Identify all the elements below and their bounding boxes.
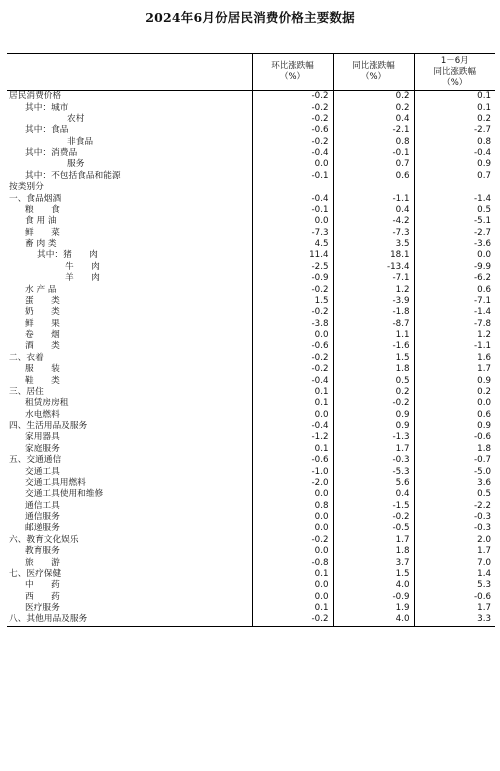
row-yoy-value: -13.4 <box>333 262 414 273</box>
row-yoy-value: 0.4 <box>333 489 414 500</box>
header-ytd-line2: 同比涨跌幅 <box>433 66 476 77</box>
row-mom-value: -0.2 <box>252 307 333 318</box>
row-ytd-value: 0.1 <box>414 102 495 113</box>
row-yoy-value: -1.6 <box>333 341 414 352</box>
row-label: 租赁房房租 <box>25 398 69 409</box>
row-ytd-value: -0.3 <box>414 523 495 534</box>
row-ytd-value: 0.2 <box>414 387 495 398</box>
row-mom-value: -0.4 <box>252 375 333 386</box>
row-yoy-value: 0.5 <box>333 375 414 386</box>
row-ytd-value: -2.2 <box>414 501 495 512</box>
row-yoy-value: -8.7 <box>333 319 414 330</box>
header-yoy-line2: （%） <box>360 72 387 82</box>
row-ytd-value: 1.7 <box>414 603 495 614</box>
row-mom-value: -0.6 <box>252 125 333 136</box>
row-label: 羊 肉 <box>65 273 100 284</box>
row-yoy-value: -2.1 <box>333 125 414 136</box>
row-ytd-value: -2.7 <box>414 125 495 136</box>
row-label: 三、居住 <box>9 386 44 397</box>
table-row <box>7 523 495 534</box>
table-row <box>7 580 495 591</box>
table-row <box>7 182 495 193</box>
row-ytd-value: 0.8 <box>414 137 495 148</box>
row-ytd-value: 1.6 <box>414 353 495 364</box>
table-row <box>7 398 495 409</box>
row-yoy-value: 3.5 <box>333 239 414 250</box>
header-mom-line2: （%） <box>279 72 306 82</box>
row-label: 五、交通通信 <box>9 455 62 466</box>
row-yoy-value: -3.9 <box>333 296 414 307</box>
table-row <box>7 250 495 261</box>
row-label: 家用器具 <box>25 432 60 443</box>
row-label: 其中：猪 肉 <box>37 250 98 261</box>
row-label: 牛 肉 <box>65 261 100 272</box>
row-label: 通信服务 <box>25 512 60 523</box>
table-row <box>7 159 495 170</box>
table-header <box>7 54 495 91</box>
row-mom-value: 0.0 <box>252 580 333 591</box>
row-ytd-value: -7.8 <box>414 319 495 330</box>
table-row <box>7 614 495 626</box>
row-label: 医疗服务 <box>25 603 60 614</box>
row-yoy-value: -7.3 <box>333 228 414 239</box>
row-label: 交通工具 <box>25 466 60 477</box>
row-yoy-value: 0.6 <box>333 171 414 182</box>
row-yoy-value: 4.0 <box>333 614 414 626</box>
row-yoy-value: 1.7 <box>333 535 414 546</box>
row-label: 其中：不包括食品和能源 <box>25 170 121 181</box>
table-row <box>7 455 495 466</box>
table-row <box>7 228 495 239</box>
row-ytd-value <box>414 182 495 193</box>
header-item <box>7 54 252 91</box>
row-label: 旅 游 <box>25 557 60 568</box>
table-row <box>7 546 495 557</box>
row-yoy-value: -7.1 <box>333 273 414 284</box>
header-ytd-line1: 1－6月 <box>440 55 469 66</box>
table-row <box>7 148 495 159</box>
row-ytd-value: 0.9 <box>414 375 495 386</box>
row-yoy-value: -1.5 <box>333 501 414 512</box>
row-mom-value: -0.8 <box>252 557 333 568</box>
row-ytd-value: 0.7 <box>414 171 495 182</box>
row-yoy-value: -5.3 <box>333 466 414 477</box>
row-label: 六、教育文化娱乐 <box>9 534 79 545</box>
table-row <box>7 421 495 432</box>
table-row <box>7 330 495 341</box>
row-yoy-value: 1.8 <box>333 546 414 557</box>
row-mom-value: -2.0 <box>252 478 333 489</box>
table-row <box>7 489 495 500</box>
row-mom-value: -0.2 <box>252 284 333 295</box>
page-title: 2024年6月份居民消费价格主要数据 <box>145 10 355 25</box>
row-ytd-value: 0.9 <box>414 421 495 432</box>
row-label: 鲜 果 <box>25 318 60 329</box>
table-row <box>7 273 495 284</box>
row-mom-value: 0.1 <box>252 444 333 455</box>
row-mom-value: 0.1 <box>252 387 333 398</box>
table-row <box>7 353 495 364</box>
row-mom-value: -0.4 <box>252 421 333 432</box>
row-yoy-value: 3.7 <box>333 557 414 568</box>
row-yoy-value: 0.2 <box>333 91 414 103</box>
row-yoy-value: 0.4 <box>333 114 414 125</box>
row-label: 水电燃料 <box>25 409 60 420</box>
row-yoy-value: 1.1 <box>333 330 414 341</box>
header-ytd <box>414 54 495 91</box>
row-ytd-value: -7.1 <box>414 296 495 307</box>
row-ytd-value: -0.4 <box>414 148 495 159</box>
row-ytd-value: 0.2 <box>414 114 495 125</box>
row-ytd-value: 0.0 <box>414 398 495 409</box>
row-yoy-value: -1.3 <box>333 432 414 443</box>
row-mom-value: -1.0 <box>252 466 333 477</box>
row-mom-value: 0.0 <box>252 159 333 170</box>
row-ytd-value: -0.6 <box>414 432 495 443</box>
row-mom-value: -0.2 <box>252 137 333 148</box>
row-yoy-value: -0.3 <box>333 455 414 466</box>
row-mom-value: -0.2 <box>252 353 333 364</box>
table-body <box>7 91 495 627</box>
header-yoy <box>333 54 414 91</box>
table-row <box>7 296 495 307</box>
row-ytd-value: 3.3 <box>414 614 495 626</box>
table-row <box>7 387 495 398</box>
row-mom-value <box>252 182 333 193</box>
row-mom-value: 0.0 <box>252 330 333 341</box>
row-ytd-value: 1.8 <box>414 444 495 455</box>
row-ytd-value: 2.0 <box>414 535 495 546</box>
row-ytd-value: -1.4 <box>414 193 495 204</box>
row-ytd-value: -6.2 <box>414 273 495 284</box>
row-mom-value: -0.2 <box>252 91 333 103</box>
row-label: 服务 <box>67 159 85 170</box>
row-label: 农村 <box>67 113 85 124</box>
row-mom-value: 0.0 <box>252 489 333 500</box>
row-ytd-value: 1.2 <box>414 330 495 341</box>
row-mom-value: 4.5 <box>252 239 333 250</box>
table-row <box>7 478 495 489</box>
row-mom-value: -0.2 <box>252 114 333 125</box>
row-mom-value: -0.2 <box>252 102 333 113</box>
row-label: 家庭服务 <box>25 443 60 454</box>
row-ytd-value: 0.6 <box>414 410 495 421</box>
row-ytd-value: -0.3 <box>414 512 495 523</box>
row-label: 服 装 <box>25 364 60 375</box>
row-ytd-value: 0.5 <box>414 205 495 216</box>
row-yoy-value: 4.0 <box>333 580 414 591</box>
row-yoy-value: 0.7 <box>333 159 414 170</box>
table-row <box>7 557 495 568</box>
row-ytd-value: -1.1 <box>414 341 495 352</box>
row-label: 粮 食 <box>25 204 60 215</box>
header-mom-line1: 环比涨跌幅 <box>271 61 314 71</box>
table-row <box>7 466 495 477</box>
table-row <box>7 284 495 295</box>
row-yoy-value: 1.8 <box>333 364 414 375</box>
table-row <box>7 205 495 216</box>
row-label: 蛋 类 <box>25 295 60 306</box>
row-mom-value: -2.5 <box>252 262 333 273</box>
row-label: 一、食品烟酒 <box>9 193 62 204</box>
row-yoy-value: -0.1 <box>333 148 414 159</box>
row-ytd-value: -3.6 <box>414 239 495 250</box>
row-yoy-value: 1.9 <box>333 603 414 614</box>
row-ytd-value: 3.6 <box>414 478 495 489</box>
row-ytd-value: 1.7 <box>414 364 495 375</box>
table-row <box>7 603 495 614</box>
row-yoy-value: -4.2 <box>333 216 414 227</box>
row-mom-value: 0.0 <box>252 592 333 603</box>
header-ytd-line3: （%） <box>442 77 468 88</box>
row-mom-value: 0.1 <box>252 398 333 409</box>
row-label: 八、其他用品及服务 <box>7 614 252 626</box>
row-label: 食 用 油 <box>25 216 57 227</box>
row-mom-value: -0.6 <box>252 341 333 352</box>
row-yoy-value: 1.7 <box>333 444 414 455</box>
row-ytd-value: 0.9 <box>414 159 495 170</box>
row-yoy-value: 0.2 <box>333 387 414 398</box>
row-mom-value: 1.5 <box>252 296 333 307</box>
table-row <box>7 501 495 512</box>
row-yoy-value: -0.5 <box>333 523 414 534</box>
row-mom-value: -0.1 <box>252 171 333 182</box>
row-label: 四、生活用品及服务 <box>9 421 88 432</box>
row-label: 邮递服务 <box>25 523 60 534</box>
row-label: 交通工具使用和维修 <box>25 489 104 500</box>
row-label: 居民消费价格 <box>9 91 62 102</box>
row-ytd-value: -1.4 <box>414 307 495 318</box>
row-label: 交通工具用燃料 <box>25 477 86 488</box>
row-label: 西 药 <box>25 591 60 602</box>
table-row <box>7 239 495 250</box>
row-ytd-value: 7.0 <box>414 557 495 568</box>
row-mom-value: 0.0 <box>252 512 333 523</box>
row-mom-value: 0.1 <box>252 569 333 580</box>
row-label: 中 药 <box>25 580 60 591</box>
table-row <box>7 432 495 443</box>
row-yoy-value: -0.9 <box>333 592 414 603</box>
row-mom-value: 11.4 <box>252 250 333 261</box>
row-mom-value: -0.2 <box>252 614 333 626</box>
row-yoy-value: 0.9 <box>333 421 414 432</box>
row-label: 酒 类 <box>25 341 60 352</box>
table-row <box>7 375 495 386</box>
table-row <box>7 444 495 455</box>
row-ytd-value: -5.1 <box>414 216 495 227</box>
row-ytd-value: 0.6 <box>414 284 495 295</box>
row-mom-value: 0.1 <box>252 603 333 614</box>
row-label: 七、医疗保健 <box>9 568 62 579</box>
table-row <box>7 512 495 523</box>
row-yoy-value: 0.8 <box>333 137 414 148</box>
row-label: 按类别分 <box>9 182 44 193</box>
row-mom-value: -7.3 <box>252 228 333 239</box>
row-label: 二、衣着 <box>9 352 44 363</box>
table-row <box>7 592 495 603</box>
row-yoy-value: 1.5 <box>333 569 414 580</box>
row-yoy-value: -0.2 <box>333 512 414 523</box>
row-yoy-value: -1.8 <box>333 307 414 318</box>
row-ytd-value: 0.1 <box>414 91 495 103</box>
row-mom-value: -0.2 <box>252 535 333 546</box>
row-mom-value: -3.8 <box>252 319 333 330</box>
row-label: 卷 烟 <box>25 330 60 341</box>
row-label: 非食品 <box>67 136 94 147</box>
table-row <box>7 171 495 182</box>
row-mom-value: 0.0 <box>252 410 333 421</box>
row-mom-value: 0.0 <box>252 523 333 534</box>
row-ytd-value: -0.6 <box>414 592 495 603</box>
row-label: 奶 类 <box>25 307 60 318</box>
header-yoy-line1: 同比涨跌幅 <box>352 61 395 71</box>
row-label: 鲜 菜 <box>25 227 60 238</box>
table-row <box>7 341 495 352</box>
table-row <box>7 307 495 318</box>
header-mom <box>252 54 333 91</box>
row-mom-value: 0.0 <box>252 216 333 227</box>
row-ytd-value: -5.0 <box>414 466 495 477</box>
row-ytd-value: -0.7 <box>414 455 495 466</box>
table-row <box>7 91 495 103</box>
row-mom-value: 0.0 <box>252 546 333 557</box>
row-mom-value: -0.2 <box>252 364 333 375</box>
row-yoy-value: -1.1 <box>333 193 414 204</box>
row-yoy-value: 0.9 <box>333 410 414 421</box>
table-row <box>7 569 495 580</box>
row-mom-value: 0.8 <box>252 501 333 512</box>
row-yoy-value <box>333 182 414 193</box>
table-row <box>7 102 495 113</box>
row-label: 其中：城市 <box>25 102 69 113</box>
table-row <box>7 114 495 125</box>
table-row <box>7 262 495 273</box>
row-label: 其中：食品 <box>25 125 69 136</box>
row-mom-value: -0.9 <box>252 273 333 284</box>
row-mom-value: -0.4 <box>252 148 333 159</box>
row-yoy-value: -0.2 <box>333 398 414 409</box>
row-label: 水 产 品 <box>25 284 57 295</box>
row-ytd-value: 1.4 <box>414 569 495 580</box>
table-row <box>7 410 495 421</box>
table-row <box>7 319 495 330</box>
table-row <box>7 364 495 375</box>
table-row <box>7 193 495 204</box>
row-ytd-value: 1.7 <box>414 546 495 557</box>
row-yoy-value: 0.2 <box>333 102 414 113</box>
row-mom-value: -0.6 <box>252 455 333 466</box>
row-label: 其中：消费品 <box>25 148 78 159</box>
row-mom-value: -1.2 <box>252 432 333 443</box>
row-label: 通信工具 <box>25 500 60 511</box>
row-label: 教育服务 <box>25 546 60 557</box>
row-ytd-value: 0.0 <box>414 250 495 261</box>
row-yoy-value: 5.6 <box>333 478 414 489</box>
row-ytd-value: 5.3 <box>414 580 495 591</box>
table-row <box>7 125 495 136</box>
row-ytd-value: -2.7 <box>414 228 495 239</box>
row-label: 畜 肉 类 <box>25 239 57 250</box>
row-mom-value: -0.1 <box>252 205 333 216</box>
row-ytd-value: 0.5 <box>414 489 495 500</box>
row-label: 鞋 类 <box>25 375 60 386</box>
table-row <box>7 137 495 148</box>
row-yoy-value: 0.4 <box>333 205 414 216</box>
row-yoy-value: 18.1 <box>333 250 414 261</box>
row-yoy-value: 1.2 <box>333 284 414 295</box>
row-yoy-value: 1.5 <box>333 353 414 364</box>
row-mom-value: -0.4 <box>252 193 333 204</box>
table-row <box>7 216 495 227</box>
row-ytd-value: -9.9 <box>414 262 495 273</box>
cpi-table <box>7 53 495 627</box>
table-row <box>7 535 495 546</box>
